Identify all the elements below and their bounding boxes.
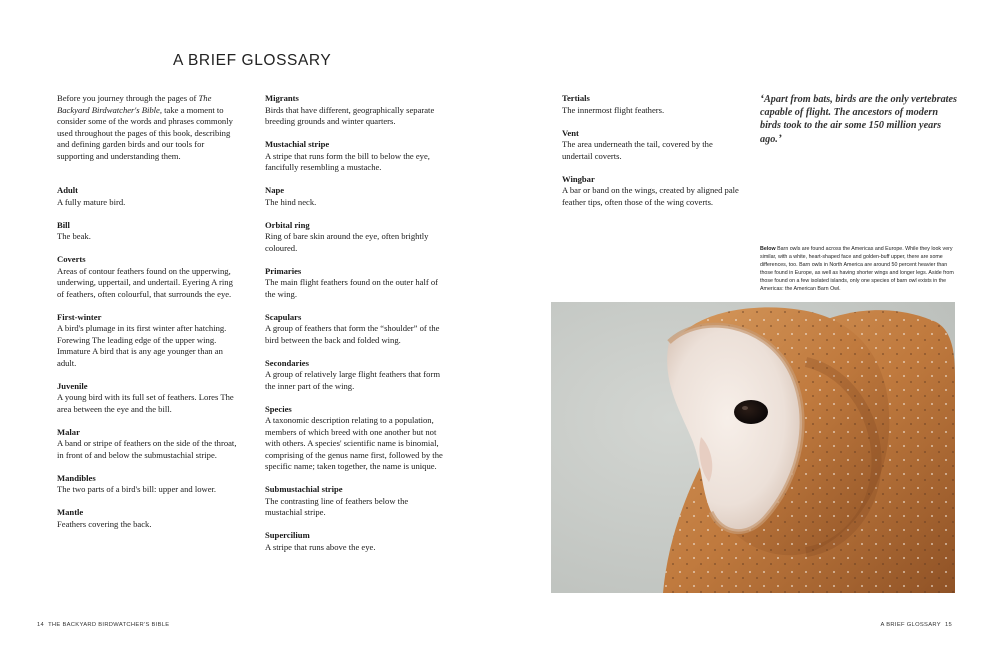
glossary-definition: Areas of contour feathers found on the upperwing, underwing, uppertail, and undertail. Eyering A ring of feathers, often colourful, that surrounds the eye. <box>57 265 233 299</box>
glossary-definition: The contrasting line of feathers below the mustachial stripe. <box>265 495 409 517</box>
page-title: A BRIEF GLOSSARY <box>173 52 332 69</box>
caption-text: Barn owls are found across the Americas and Europe. While they look very similar, with a white, heart-shaped face and golden-buff upper, there are some differences, too. Barn owls in North America are around 50 percent heavier than those found in Europe, as well as having shorter wings and longer legs. Aside from those found on a few isolated islands, only one species of barn owl exists in the Americas: the American Barn Owl. <box>760 246 954 292</box>
glossary-definition: A group of relatively large flight feathers that form the inner part of the wing. <box>265 369 441 391</box>
glossary-column-left <box>57 93 237 542</box>
glossary-definition: Feathers covering the back. <box>57 518 152 529</box>
glossary-definition: A fully mature bird. <box>57 196 126 207</box>
quote-close-mark: ’ <box>777 131 782 145</box>
glossary-term: Nape <box>265 185 285 195</box>
glossary-term: Mantle <box>57 507 84 517</box>
footer-section-title: A BRIEF GLOSSARY <box>880 622 941 628</box>
glossary-term: Wingbar <box>562 173 595 184</box>
glossary-entry <box>265 484 447 519</box>
photo-caption <box>760 246 956 293</box>
glossary-list-right <box>562 93 742 208</box>
pull-quote <box>760 92 960 146</box>
barn-owl-photo <box>551 302 955 593</box>
page-number-left: 14 <box>37 622 45 628</box>
glossary-entry <box>265 358 447 393</box>
glossary-term: Coverts <box>57 254 86 264</box>
glossary-entry <box>57 427 237 462</box>
footer-left <box>33 622 169 628</box>
glossary-entry <box>57 254 237 300</box>
glossary-entry <box>57 381 237 416</box>
glossary-definition: Birds that have different, geographically separate breeding grounds and winter quarters. <box>265 104 435 126</box>
intro-after: , take a moment to consider some of the words and phrases commonly used throughout the pages of this book, describing and defining garden birds and our tools for supporting and understanding them. <box>57 104 233 161</box>
page-number-right: 15 <box>944 622 952 628</box>
intro-before: Before you journey through the pages of <box>57 93 199 103</box>
glossary-definition: A young bird with its full set of feathers. Lores The area between the eye and the bill. <box>57 392 234 414</box>
glossary-definition: A stripe that runs above the eye. <box>265 541 376 552</box>
quote-text: Apart from bats, birds are the only vertebrates capable of flight. The ancestors of modern birds took to the air some 150 million years ago. <box>760 94 957 145</box>
glossary-term: Species <box>265 403 292 414</box>
glossary-term: Malar <box>57 426 80 437</box>
glossary-entry <box>57 507 237 530</box>
quote-open-mark: ‘ <box>760 91 764 105</box>
glossary-term: Primaries <box>265 265 302 276</box>
caption-lead: Below <box>760 246 776 252</box>
glossary-definition: The hind neck. <box>265 196 317 207</box>
glossary-entry <box>265 185 447 208</box>
barn-owl-illustration <box>551 302 955 593</box>
glossary-term: Submustachial stripe <box>265 484 343 494</box>
glossary-entry <box>265 139 447 174</box>
glossary-definition: A bar or band on the wings, created by aligned pale feather tips, often those of the wing coverts. <box>562 185 739 207</box>
glossary-entry <box>57 185 237 208</box>
glossary-term: Juvenile <box>57 380 88 391</box>
glossary-term: Migrants <box>265 93 299 103</box>
glossary-entry <box>265 220 447 255</box>
glossary-entry <box>265 404 447 473</box>
intro-paragraph <box>57 93 237 162</box>
glossary-definition: The main flight feathers found on the outer half of the wing. <box>265 277 439 299</box>
glossary-definition: A bird's plumage in its first winter after hatching. Forewing The leading edge of the upper wing. Immature A bird that is any age younger than an adult. <box>57 323 227 368</box>
glossary-definition: Ring of bare skin around the eye, often brightly coloured. <box>265 231 429 253</box>
glossary-term: Secondaries <box>265 357 309 368</box>
glossary-term: Orbital ring <box>265 219 310 230</box>
glossary-definition: The two parts of a bird's bill: upper and lower. <box>57 484 217 494</box>
glossary-entry <box>562 93 742 116</box>
footer-right <box>881 622 957 628</box>
glossary-column-middle <box>265 93 447 565</box>
glossary-list-middle <box>265 93 447 553</box>
glossary-entry <box>265 312 447 347</box>
glossary-definition: A taxonomic description relating to a population, members of which breed with one another but not with others. A species' scientific name is binomial, comprising of the genus name first, followed by the specific name; taken together, the name is unique. <box>265 415 443 471</box>
glossary-list-left <box>57 185 237 530</box>
glossary-term: Adult <box>57 185 79 195</box>
glossary-term: Vent <box>562 127 579 138</box>
footer-book-title: THE BACKYARD BIRDWATCHER'S BIBLE <box>48 622 170 628</box>
glossary-definition: The beak. <box>57 231 91 241</box>
glossary-entry <box>57 473 237 496</box>
glossary-entry <box>57 312 237 370</box>
glossary-entry <box>265 266 447 301</box>
glossary-definition: A band or stripe of feathers on the side of the throat, in front of and below the submustachial stripe. <box>57 438 237 460</box>
glossary-entry <box>562 174 742 209</box>
glossary-definition: A group of feathers that form the “shoulder” of the bird between the back and folded wing. <box>265 323 440 345</box>
intro-book-title: The Backyard Birdwatcher's Bible <box>57 93 212 115</box>
glossary-column-right <box>562 93 742 220</box>
glossary-term: Scapulars <box>265 311 302 322</box>
glossary-definition: The innermost flight feathers. <box>562 104 665 115</box>
glossary-entry <box>265 93 447 128</box>
glossary-term: First-winter <box>57 311 102 322</box>
glossary-term: Tertials <box>562 93 590 103</box>
glossary-term: Bill <box>57 219 70 230</box>
glossary-term: Mandibles <box>57 472 96 483</box>
glossary-entry <box>57 220 237 243</box>
glossary-definition: The area underneath the tail, covered by the undertail coverts. <box>562 139 713 161</box>
glossary-term: Mustachial stripe <box>265 139 330 149</box>
glossary-entry <box>562 128 742 163</box>
glossary-definition: A stripe that runs form the bill to below the eye, fancifully resembling a mustache. <box>265 150 430 172</box>
glossary-entry <box>265 530 447 553</box>
glossary-term: Supercilium <box>265 530 310 540</box>
owl-eye <box>734 400 768 424</box>
